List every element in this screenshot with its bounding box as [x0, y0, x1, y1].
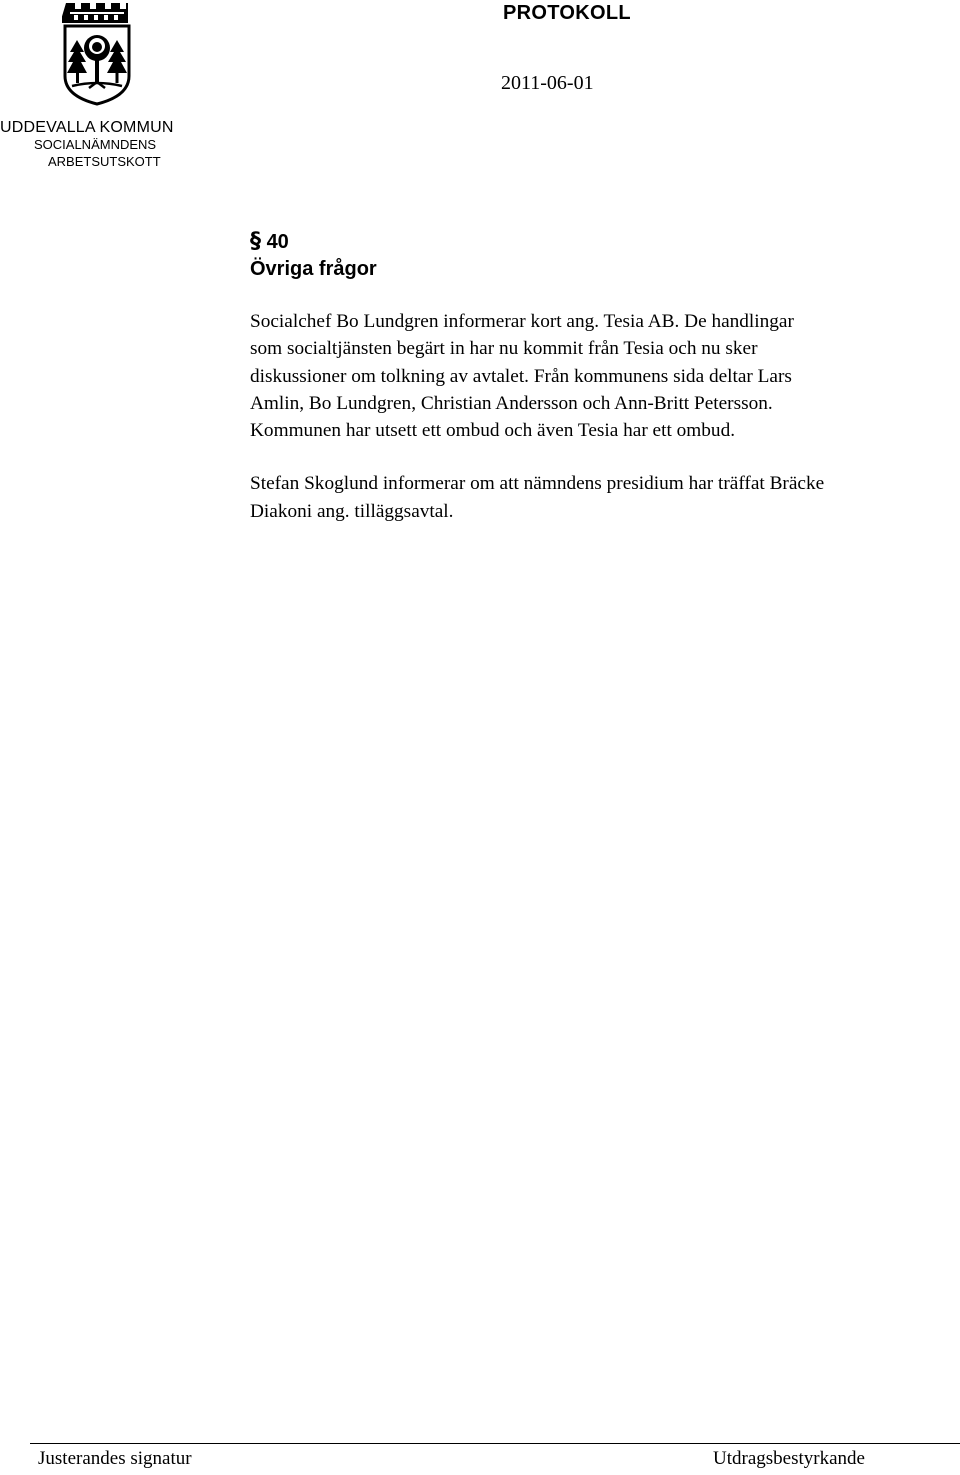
document-title: PROTOKOLL — [503, 2, 631, 24]
text-line: Socialchef Bo Lundgren informerar kort ang. Tesia AB. De handlingar — [250, 311, 794, 332]
organization-block — [0, 119, 174, 170]
text-line: diskussioner om tolkning av avtalet. Från kommunens sida deltar Lars — [250, 365, 792, 387]
section-number-line — [250, 228, 377, 256]
organization-name: UDDEVALLA KOMMUN — [0, 119, 174, 136]
paragraph-sign: § — [250, 229, 261, 254]
footer-signature-label: Justerandes signatur — [38, 1448, 192, 1469]
paragraph — [250, 470, 950, 525]
text-line: Stefan Skoglund informerar om att nämndens presidium har träffat Bräcke — [250, 473, 825, 495]
section-heading — [250, 228, 377, 283]
paragraph — [250, 308, 950, 444]
text-line: Kommunen har utsett ett ombud och även Tesia har ett ombud. — [250, 420, 736, 442]
text-line: Diakoni ang. tilläggsavtal. — [250, 500, 454, 522]
text-line: Amlin, Bo Lundgren, Christian Andersson och Ann-Britt Petersson. — [250, 392, 773, 414]
text-line: som socialtjänsten begärt in har nu kommit från Tesia och nu sker — [250, 338, 758, 360]
section-number: 40 — [266, 231, 289, 253]
section-title: Övriga frågor — [250, 258, 377, 280]
footer-divider — [30, 1443, 960, 1444]
minutes-body — [250, 308, 950, 551]
organization-unit-line-2: ARBETSUTSKOTT — [48, 154, 161, 169]
document-date: 2011-06-01 — [501, 72, 594, 94]
municipal-coat-of-arms-icon — [62, 0, 132, 106]
organization-unit-line-1: SOCIALNÄMNDENS — [34, 137, 157, 152]
footer-certification-label: Utdragsbestyrkande — [713, 1448, 865, 1469]
